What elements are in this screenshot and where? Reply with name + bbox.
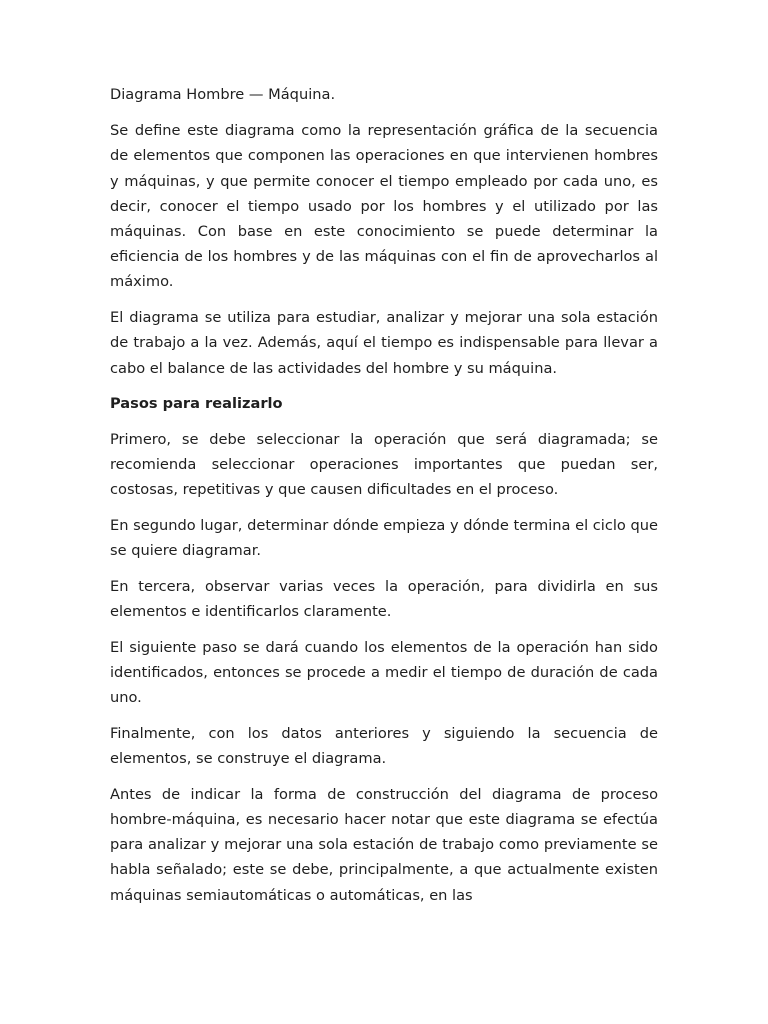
step-paragraph-first: Primero, se debe seleccionar la operación que será diagramada; se recomienda seleccionar operaciones importantes que puedan ser, costosas, repetitivas y que causen dificultades en el proceso. [110,430,658,499]
steps-heading: Pasos para realizarlo [110,395,283,413]
document-title: Diagrama Hombre — Máquina. [110,86,336,103]
step-paragraph-third: En tercera, observar varias veces la operación, para dividirla en sus elementos e identificarlos claramente. [110,577,658,621]
intro-paragraph-usage: El diagrama se utiliza para estudiar, analizar y mejorar una sola estación de trabajo a la vez. Además, aquí el tiempo es indispensable para llevar a cabo el balance de las actividades del hombre y su máquina. [110,309,658,377]
step-paragraph-measure: El siguiente paso se dará cuando los elementos de la operación han sido identificados, entonces se procede a medir el tiempo de duración de cada uno. [110,638,658,707]
construction-note-paragraph: Antes de indicar la forma de construcción del diagrama de proceso hombre-máquina, es necesario hacer notar que este diagrama se efectúa para analizar y mejorar una sola estación de trabajo como previamente se habla señalado; este se debe, principalmente, a que actualmente existen máquinas semiautomáticas o automáticas, en las [110,785,658,904]
document-page [110,82,658,918]
step-paragraph-final: Finalmente, con los datos anteriores y siguiendo la secuencia de elementos, se construye el diagrama. [110,724,658,768]
step-paragraph-second: En segundo lugar, determinar dónde empieza y dónde termina el ciclo que se quiere diagramar. [110,517,658,560]
intro-paragraph-definition: Se define este diagrama como la representación gráfica de la secuencia de elementos que componen las operaciones en que intervienen hombres y máquinas, y que permite conocer el tiempo empleado por cada uno, es decir, conocer el tiempo usado por los hombres y el utilizado por las máquinas. Con base en este conocimiento se puede determinar la eficiencia de los hombres y de las máquinas con el fin de aprovecharlos al máximo. [110,122,658,291]
